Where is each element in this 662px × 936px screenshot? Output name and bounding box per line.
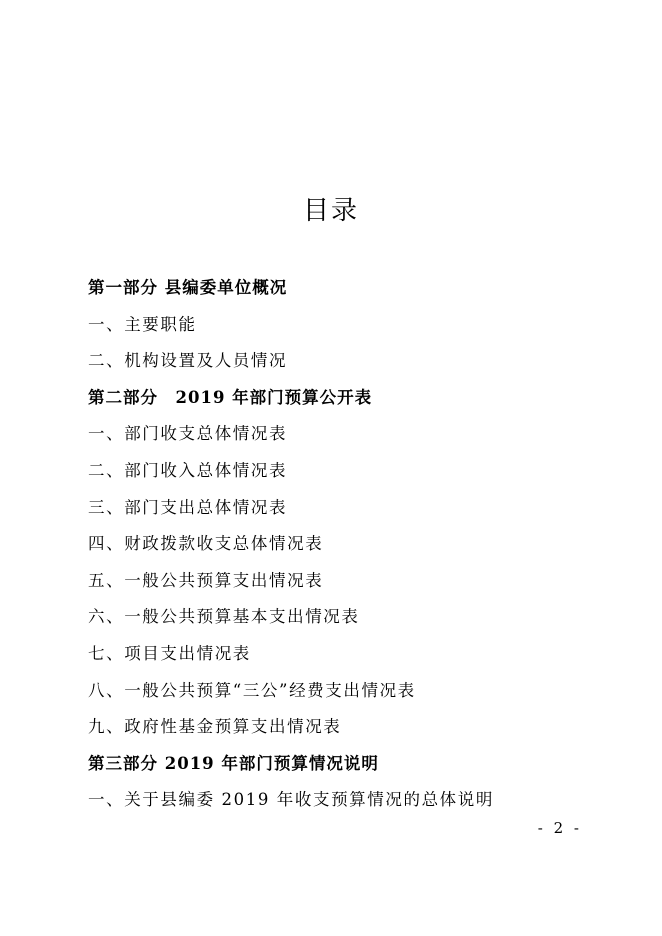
toc-item: 二、部门收入总体情况表 [88, 460, 288, 480]
toc-heading: 第一部分 县编委单位概况 [88, 278, 288, 297]
toc-heading: 第二部分 2019 年部门预算公开表 [88, 387, 373, 407]
toc-item: 一、部门收支总体情况表 [88, 424, 288, 444]
toc-item: 八、一般公共预算“三公”经费支出情况表 [88, 680, 416, 700]
toc-item: 一、主要职能 [88, 314, 197, 334]
table-of-contents [88, 270, 588, 819]
toc-item: 六、一般公共预算基本支出情况表 [88, 607, 360, 627]
toc-heading: 第三部分 2019 年部门预算情况说明 [88, 753, 379, 773]
toc-item: 七、项目支出情况表 [88, 643, 251, 663]
page-title: 目录 [302, 196, 359, 226]
page-number: - 2 - [537, 819, 582, 837]
toc-item: 一、关于县编委 2019 年收支预算情况的总体说明 [88, 790, 494, 810]
toc-item: 九、政府性基金预算支出情况表 [88, 717, 342, 737]
toc-item: 二、机构设置及人员情况 [88, 351, 288, 371]
toc-item: 四、财政拨款收支总体情况表 [88, 534, 324, 554]
toc-item: 五、一般公共预算支出情况表 [88, 570, 324, 590]
toc-item: 三、部门支出总体情况表 [88, 497, 288, 517]
